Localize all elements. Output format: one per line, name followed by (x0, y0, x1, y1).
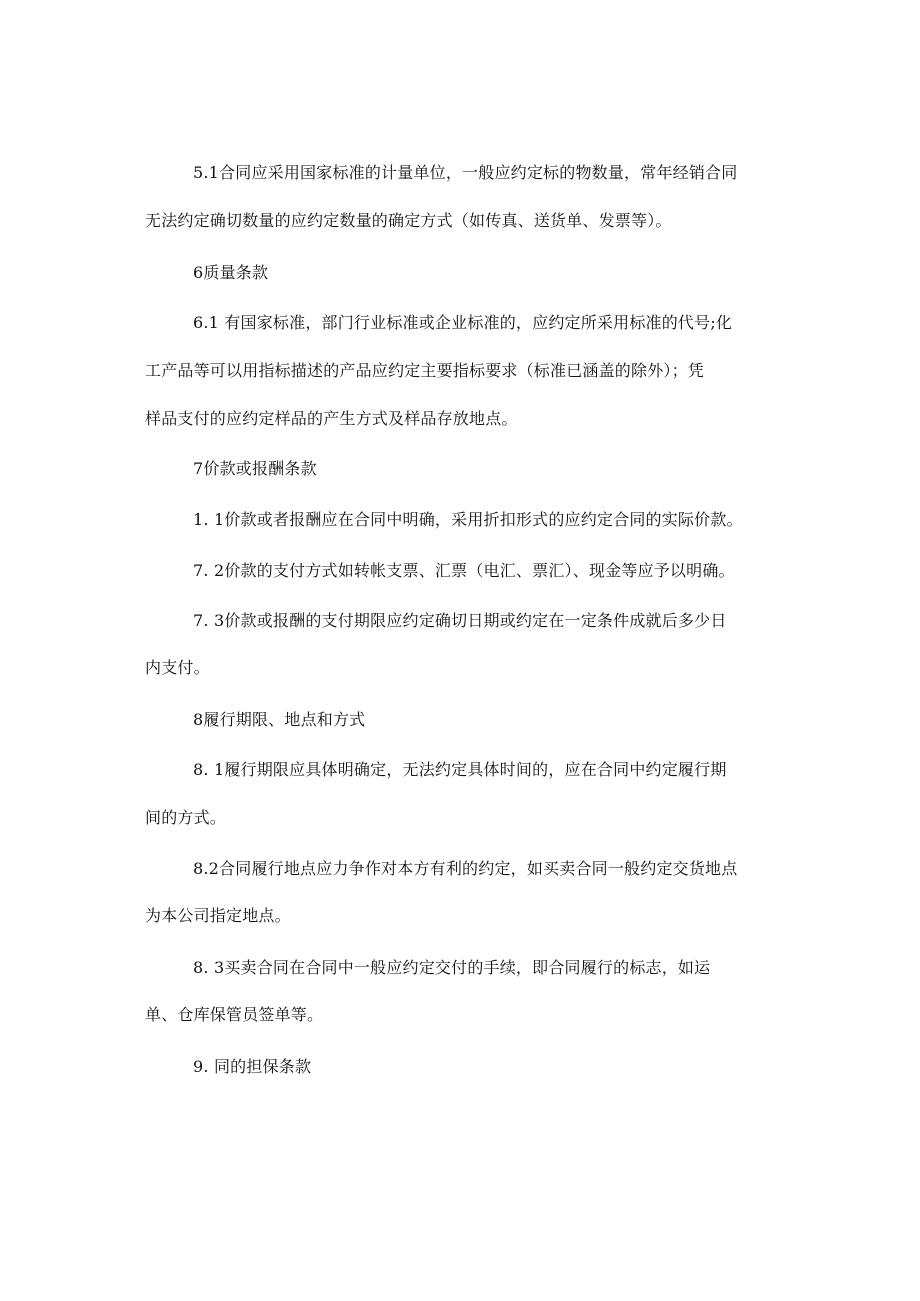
paragraph-8-3-line-1: 8. 3买卖合同在合同中一般应约定交付的手续，即合同履行的标志，如运 (193, 958, 711, 977)
paragraph-7-1: 1. 1价款或者报酬应在合同中明确，采用折扣形式的应约定合同的实际价款。 (193, 510, 743, 529)
paragraph-6-1-line-2: 工产品等可以用指标描述的产品应约定主要指标要求（标准已涵盖的除外）；凭 (145, 361, 705, 380)
section-9-heading: 9. 同的担保条款 (193, 1057, 312, 1076)
paragraph-7-2: 7. 2价款的支付方式如转帐支票、汇票（电汇、票汇）、现金等应予以明确。 (193, 561, 735, 580)
paragraph-8-1-line-2: 间的方式。 (145, 808, 227, 827)
paragraph-7-3-line-1: 7. 3价款或报酬的支付期限应约定确切日期或约定在一定条件成就后多少日 (193, 611, 727, 630)
paragraph-5-1-line-1: 5.1合同应采用国家标准的计量单位，一般应约定标的物数量，常年经销合同 (193, 163, 738, 182)
section-8-heading: 8履行期限、地点和方式 (193, 710, 366, 729)
paragraph-8-1-line-1: 8. 1履行期限应具体明确定，无法约定具体时间的，应在合同中约定履行期 (193, 760, 727, 779)
paragraph-8-2-line-2: 为本公司指定地点。 (145, 906, 291, 925)
paragraph-7-3-line-2: 内支付。 (145, 658, 210, 677)
paragraph-6-1-line-3: 样品支付的应约定样品的产生方式及样品存放地点。 (145, 409, 518, 428)
paragraph-8-3-line-2: 单、仓库保管员签单等。 (145, 1005, 324, 1024)
section-7-heading: 7价款或报酬条款 (193, 459, 317, 478)
paragraph-5-1-line-2: 无法约定确切数量的应约定数量的确定方式（如传真、送货单、发票等）。 (145, 211, 672, 230)
section-6-heading: 6质量条款 (193, 263, 269, 282)
paragraph-8-2-line-1: 8.2合同履行地点应力争作对本方有利的约定，如买卖合同一般约定交货地点 (193, 859, 738, 878)
paragraph-6-1-line-1: 6.1 有国家标准，部门行业标准或企业标准的，应约定所采用标准的代号;化 (193, 313, 733, 332)
